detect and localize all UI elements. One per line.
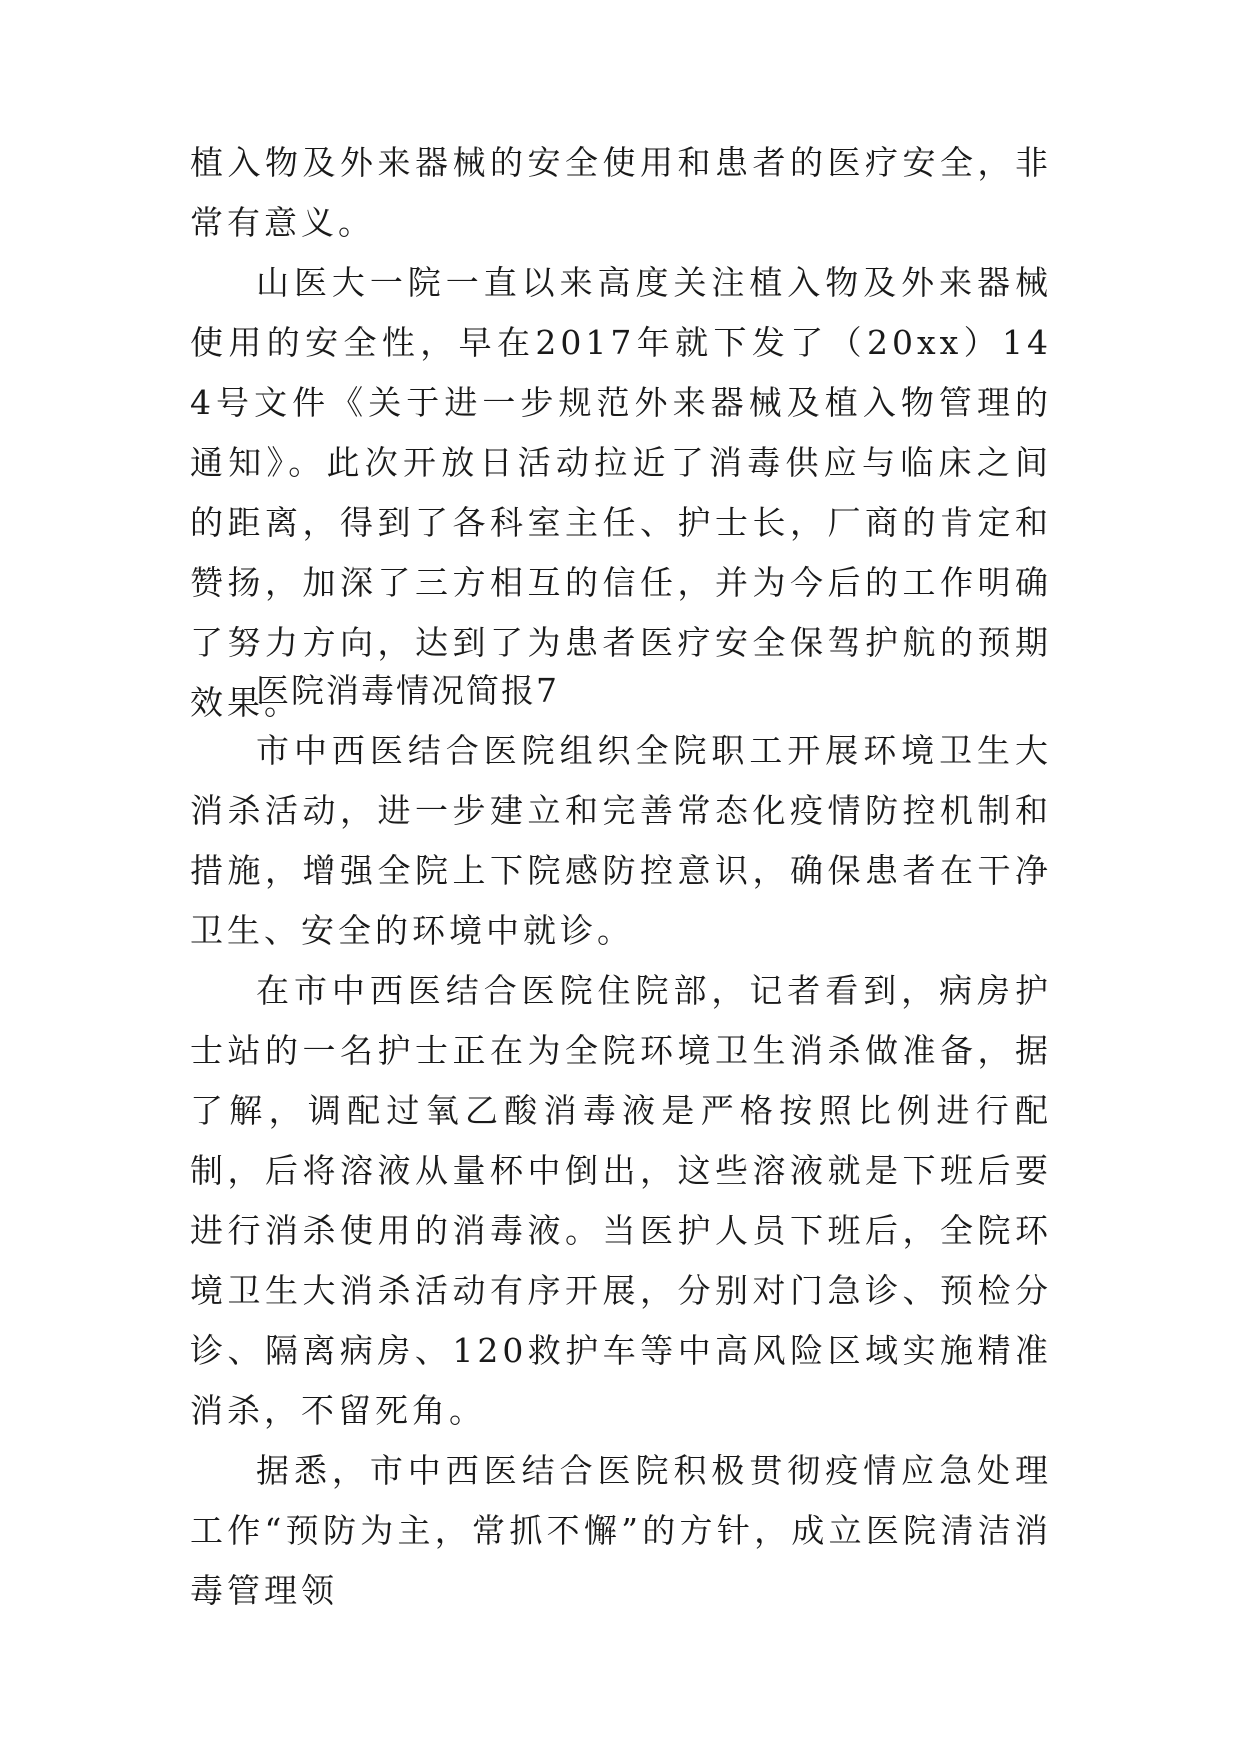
section-heading: 医院消毒情况简报7	[256, 671, 559, 710]
paragraph-policy: 据悉，市中西医结合医院积极贯彻疫情应急处理工作“预防为主，常抓不懈”的方针，成立医院清洁消毒管理领	[190, 1451, 1052, 1610]
section-bulletin-7	[190, 661, 1052, 1621]
paragraph-inpatient: 在市中西医结合医院住院部，记者看到，病房护士站的一名护士正在为全院环境卫生消杀做准备，据了解，调配过氧乙酸消毒液是严格按照比例进行配制，后将溶液从量杯中倒出，这些溶液就是下班后要进行消杀使用的消毒液。当医护人员下班后，全院环境卫生大消杀活动有序开展，分别对门急诊、预检分诊、隔离病房、120救护车等中高风险区域实施精准消杀，不留死角。	[190, 971, 1052, 1430]
paragraph-continued: 植入物及外来器械的安全使用和患者的医疗安全，非常有意义。	[190, 143, 1052, 242]
paragraph-intro: 市中西医结合医院组织全院职工开展环境卫生大消杀活动，进一步建立和完善常态化疫情防控机制和措施，增强全院上下院感防控意识，确保患者在干净卫生、安全的环境中就诊。	[190, 731, 1052, 950]
paragraph-shanyi-hospital: 山医大一院一直以来高度关注植入物及外来器械使用的安全性，早在2017年就下发了（20xx）144号文件《关于进一步规范外来器械及植入物管理的通知》。此次开放日活动拉近了消毒供应与临床之间的距离，得到了各科室主任、护士长，厂商的肯定和赞扬，加深了三方相互的信任，并为今后的工作明确了努力方向，达到了为患者医疗安全保驾护航的预期效果。	[190, 263, 1052, 722]
section-continued-text	[190, 133, 1052, 733]
